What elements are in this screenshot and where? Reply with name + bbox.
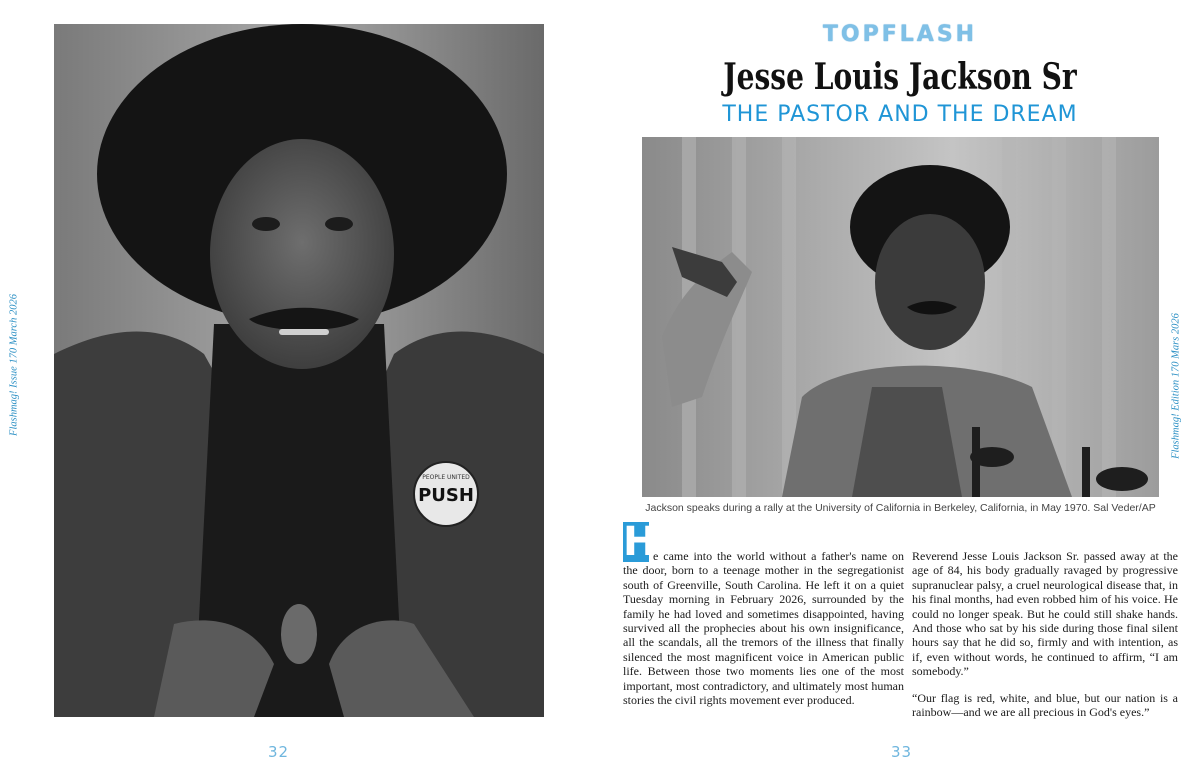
page-number-left: 32 bbox=[268, 743, 290, 761]
portrait-photo bbox=[54, 24, 544, 717]
badge-ring-text: PEOPLE UNITED bbox=[422, 474, 470, 481]
section-kicker: TOPFLASH bbox=[822, 22, 978, 47]
article-subhead: THE PASTOR AND THE DREAM bbox=[722, 102, 1078, 127]
left-running-footer: Flashmag! Issue 170 March 2026 bbox=[8, 294, 20, 436]
article-column-2 bbox=[912, 549, 1178, 731]
rally-photo bbox=[642, 137, 1159, 497]
right-running-footer: Flashmag! Edition 170 Mars 2026 bbox=[1170, 313, 1182, 459]
body-paragraph-2: Reverend Jesse Louis Jackson Sr. passed away at the age of 84, his body gradually ravaged by progressive supranuclear palsy, a cruel neurological disease that, in his final months, had even robbed him of his voice. He could no longer speak. But he could still shake hands. And those who sat by his side during those final silent hours say that he did so, firmly and with intention, as if, even without words, he continued to affirm, “I am somebody.” bbox=[912, 549, 1178, 679]
body-paragraph-1: e came into the world without a father's name on the door, born to a teenage mother in the segregationist south of Greenville, South Carolina. He left it on a quiet Tuesday morning in February 2026, surrounded by the family he had loved and sometimes disappointed, having survived all the prophecies about his own insignificance, all the scandals, all the tremors of the illness that finally silenced the most magnificent voice in American public life. Between those two moments lies one of the most important, most contradictory, and ultimately most human stories the civil rights movement ever produced. bbox=[623, 549, 904, 708]
badge-text: PUSH bbox=[418, 485, 474, 506]
rally-photo-illustration bbox=[642, 137, 1159, 497]
photo-caption: Jackson speaks during a rally at the University of California in Berkeley, California, in May 1970. Sal Veder/AP bbox=[645, 502, 1156, 514]
article-column-1 bbox=[623, 519, 904, 708]
page-number-right: 33 bbox=[891, 743, 913, 761]
portrait-photo-illustration bbox=[54, 24, 544, 717]
pull-quote: “Our flag is red, white, and blue, but our nation is a rainbow—and we are all precious in God's eyes.” bbox=[912, 690, 1178, 720]
article-headline: Jesse Louis Jackson Sr bbox=[723, 56, 1077, 98]
drop-cap: H bbox=[623, 519, 657, 565]
